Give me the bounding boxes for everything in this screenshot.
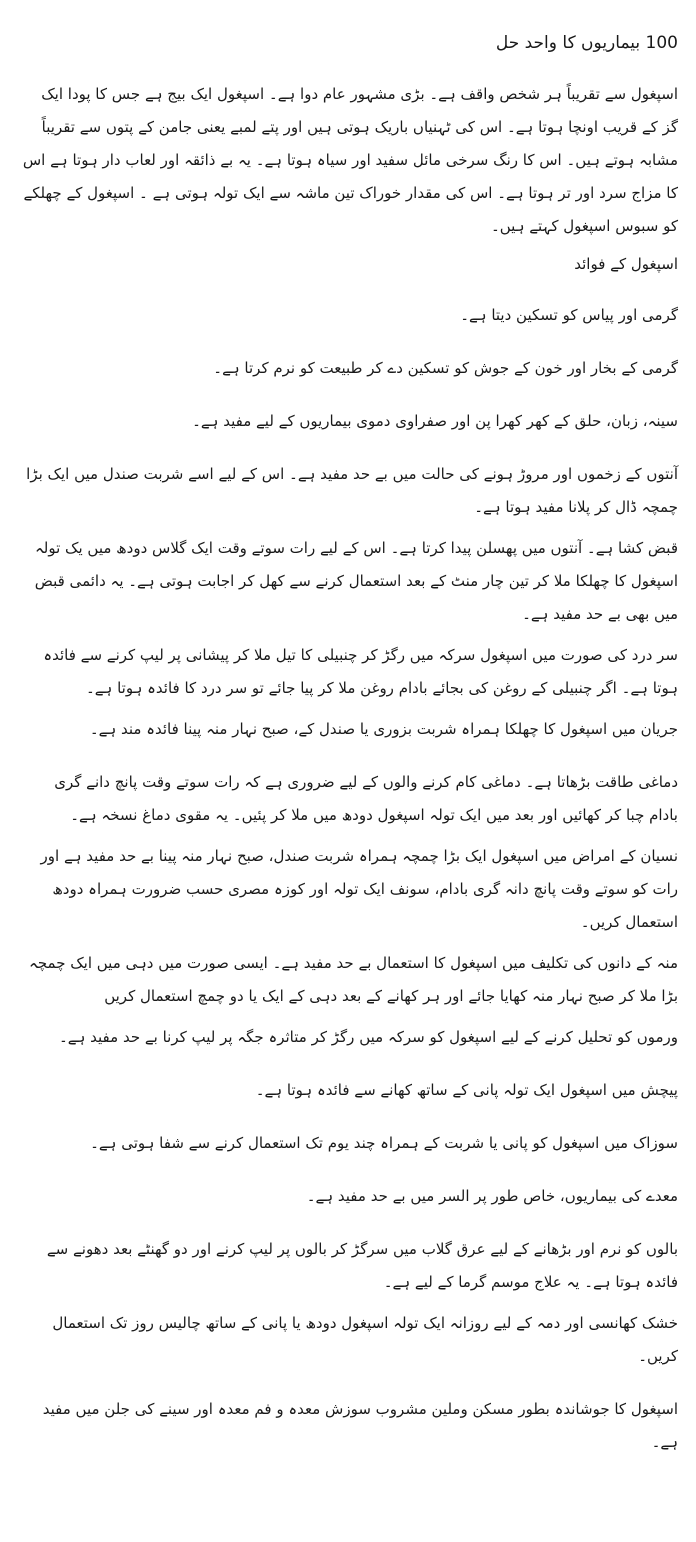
intro-paragraph: اسپغول سے تقریباً ہر شخص واقف ہے۔ بڑی مشہور عام دوا ہے۔ اسپغول ایک بیج ہے جس کا پودا ایک گز کے قریب اونچا ہوتا ہے۔ اس کی ٹہنیاں باریک ہوتی ہیں اور پتے لمبے یعنی جامن کے پتوں سے تقریباً مشابہ ہوتے ہیں۔ اس کا رنگ سرخی مائل سفید اور سیاہ ہوتا ہے۔ یہ بے ذائقہ اور لعاب دار ہوتا ہے اس کا مزاج سرد اور تر ہوتا ہے۔ اس کی مقدار خوراک تین ماشہ سے ایک تولہ ہوتی ہے ۔ اسپغول کے چھلکے کو سبوس اسپغول کہتے ہیں۔ bbox=[22, 85, 678, 235]
benefit-item: بالوں کو نرم اور بڑھانے کے لیے عرق گلاب میں سرگڑ کر بالوں پر لیپ کرنے اور دو گھنٹے بعد دھونے سے فائدہ ہوتا ہے۔ یہ علاج موسم گرما کے لیے ہے۔ bbox=[46, 1240, 678, 1291]
benefit-item: جریان میں اسپغول کا چھلکا ہمراہ شربت بزوری یا صندل کے، صبح نہار منہ پینا فائدہ مند ہے۔ bbox=[89, 720, 678, 738]
benefit-item: منہ کے دانوں کی تکلیف میں اسپغول کا استعمال بے حد مفید ہے۔ ایسی صورت میں دہی میں ایک چمچہ بڑا ملا کر صبح نہار منہ کھایا جائے اور ہر کھانے کے بعد دہی کے ایک یا دو چمچ استعمال کریں bbox=[29, 954, 678, 1005]
benefit-item: پیچش میں اسپغول ایک تولہ پانی کے ساتھ کھانے سے فائدہ ہوتا ہے۔ bbox=[255, 1081, 678, 1099]
benefit-item: آنتوں کے زخموں اور مروڑ ہونے کی حالت میں بے حد مفید ہے۔ اس کے لیے اسے شربت صندل میں ایک بڑا چمچہ ڈال کر پلانا مفید ہوتا ہے۔ bbox=[26, 465, 678, 516]
benefit-item: اسپغول کا جوشاندہ بطور مسکن وملین مشروب سوزش معدہ و فم معدہ اور سینے کی جلن میں مفید ہے۔ bbox=[42, 1400, 678, 1451]
benefit-item: گرمی کے بخار اور خون کے جوش کو تسکین دے کر طبیعت کو نرم کرتا ہے۔ bbox=[213, 359, 678, 377]
benefit-item: سوزاک میں اسپغول کو پانی یا شربت کے ہمراہ چند یوم تک استعمال کرنے سے شفا ہوتی ہے۔ bbox=[90, 1134, 678, 1152]
benefit-item: معدے کی بیماریوں، خاص طور پر السر میں بے حد مفید ہے۔ bbox=[306, 1187, 678, 1205]
benefit-item: قبض کشا ہے۔ آنتوں میں پھسلن پیدا کرتا ہے۔ اس کے لیے رات سوتے وقت ایک گلاس دودھ میں یک تولہ اسپغول کا چھلکا ملا کر تین چار منٹ کے بعد استعمال کرنے سے کھل کر اجابت ہوتی ہے۔ یہ دائمی قبض میں بھی بے حد مفید ہے۔ bbox=[34, 539, 678, 623]
benefits-heading: اسپغول کے فوائد bbox=[574, 255, 678, 273]
benefit-item: گرمی اور پیاس کو تسکین دیتا ہے۔ bbox=[460, 306, 678, 324]
benefit-item: خشک کھانسی اور دمہ کے لیے روزانہ ایک تولہ اسپغول دودھ یا پانی کے ساتھ چالیس روز تک استعمال کریں۔ bbox=[52, 1314, 678, 1365]
benefit-item: ورموں کو تحلیل کرنے کے لیے اسپغول کو سرکہ میں رگڑ کر متاثرہ جگہ پر لیپ کرنا بے حد مفید ہے۔ bbox=[59, 1028, 678, 1046]
benefit-item: سر درد کی صورت میں اسپغول سرکہ میں رگڑ کر چنبیلی کا تیل ملا کر پیشانی پر لیپ کرنے سے فائدہ ہوتا ہے۔ اگر چنبیلی کے روغن کی بجائے بادام روغن ملا کر پیا جائے تو سر درد کا فائدہ ہوتا ہے۔ bbox=[43, 646, 678, 697]
benefit-item: دماغی طاقت بڑھاتا ہے۔ دماغی کام کرنے والوں کے لیے ضروری ہے کہ رات سوتے وقت پانچ دانے گری بادام چبا کر کھائیں اور بعد میں ایک تولہ اسپغول دودھ میں ملا کر پئیں۔ یہ مقوی دماغ نسخہ ہے۔ bbox=[54, 773, 678, 824]
benefit-item: نسیان کے امراض میں اسپغول ایک بڑا چمچہ ہمراہ شربت صندل، صبح نہار منہ پینا بے حد مفید ہے اور رات کو سوتے وقت پانچ دانہ گری بادام، سونف ایک تولہ اور کوزہ مصری حسب ضرورت ہمراہ دودھ استعمال کریں۔ bbox=[40, 847, 678, 931]
article-title: 100 بیماریوں کا واحد حل bbox=[495, 33, 678, 53]
benefit-item: سینہ، زبان، حلق کے کھر کھرا پن اور صفراوی دموی بیماریوں کے لیے مفید ہے۔ bbox=[192, 412, 678, 430]
